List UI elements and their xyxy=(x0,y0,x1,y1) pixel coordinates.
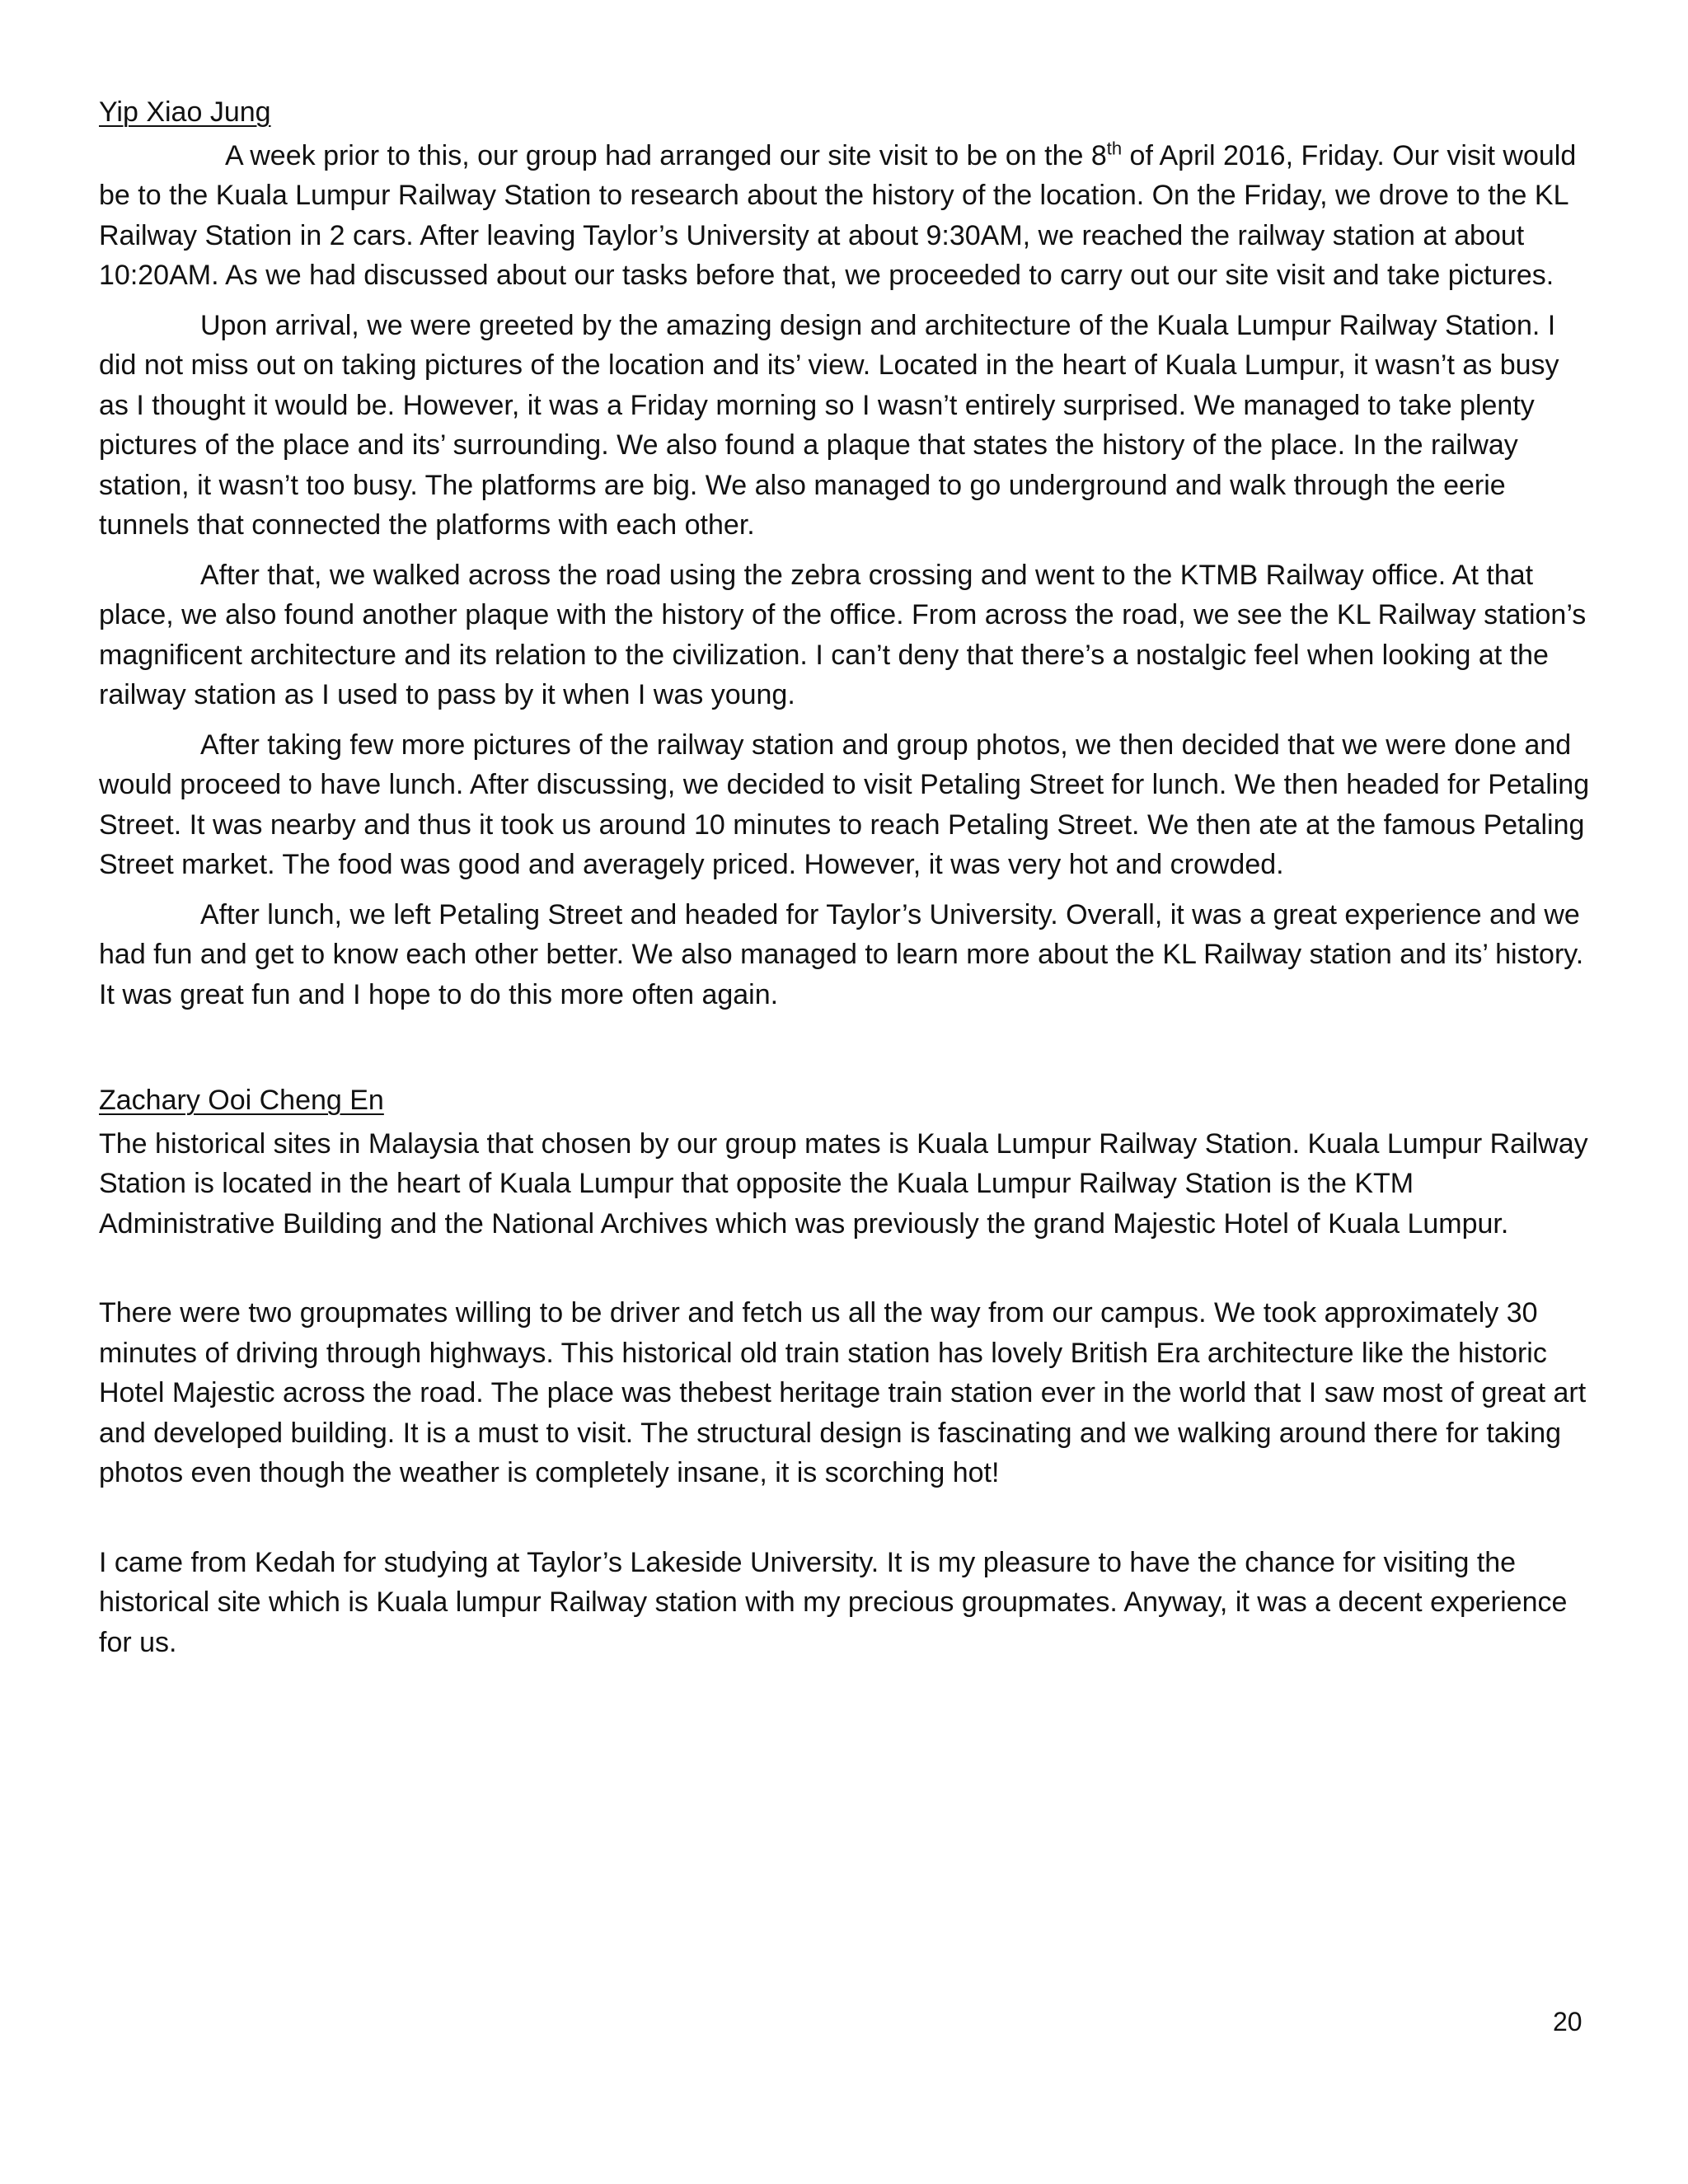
paragraph-ktmb-office: After that, we walked across the road using the zebra crossing and went to the KTMB Railway office. At that place, we also found another plaque with the history of the office. From across the road, we see the KL Railway station’s magnificent architecture and its relation to the civilization. I can’t deny that there’s a nostalgic feel when looking at the railway station as I used to pass by it when I was young. xyxy=(99,559,1587,710)
paragraph-lunch: After taking few more pictures of the railway station and group photos, we then decided that we were done and would proceed to have lunch. After discussing, we decided to visit Petaling Street for lunch. We then headed for Petaling Street. It was nearby and thus it took us around 10 minutes to reach Petaling Street. We then ate at the famous Petaling Street market. The food was good and averagely priced. However, it was very hot and crowded. xyxy=(99,729,1590,880)
author-heading-yip: Yip Xiao Jung xyxy=(99,96,271,128)
paragraph-spacer xyxy=(99,1254,1592,1293)
paragraph-personal-note: I came from Kedah for studying at Taylor’s Lakeside University. It is my pleasure to have the chance for visiting the historical site which is Kuala lumpur Railway station with my precious groupmates. Anyway, it was a decent experience for us. xyxy=(99,1546,1568,1658)
ordinal-suffix: th xyxy=(1106,138,1123,159)
paragraph-site-choice: The historical sites in Malaysia that chosen by our group mates is Kuala Lumpur Railway Station. Kuala Lumpur Railway Station is located in the heart of Kuala Lumpur that opposite the Kuala Lumpur Railway Station is the KTM Administrative Building and the National Archives which was previously the grand Majestic Hotel of Kuala Lumpur. xyxy=(99,1127,1588,1240)
author-heading-zachary: Zachary Ooi Cheng En xyxy=(99,1085,384,1116)
paragraph-visit-arrangement: A week prior to this, our group had arranged our site visit to be on the 8th of April 2016, Friday. Our visit would be to the Kuala Lumpur Railway Station to research about the history of the location. On the Friday, we drove to the KL Railway Station in 2 cars. After leaving Taylor’s University at about 9:30AM, we reached the railway station at about 10:20AM. As we had discussed about our tasks before that, we proceeded to carry out our site visit and take pictures. xyxy=(99,138,1577,291)
page-content xyxy=(99,92,1592,1672)
paragraph-conclusion: After lunch, we left Petaling Street and headed for Taylor’s University. Overall, it was a great experience and we had fun and get to know each other better. We also managed to learn more about the KL Railway station and its’ history. It was great fun and I hope to do this more often again. xyxy=(99,898,1584,1010)
paragraph-arrival: Upon arrival, we were greeted by the amazing design and architecture of the Kuala Lumpur Railway Station. I did not miss out on taking pictures of the location and its’ view. Located in the heart of Kuala Lumpur, it wasn’t as busy as I thought it would be. However, it was a Friday morning so I wasn’t entirely surprised. We managed to take plenty pictures of the place and its’ surrounding. We also found a plaque that states the history of the place. In the railway station, it wasn’t too busy. The platforms are big. We also managed to go underground and walk through the eerie tunnels that connected the platforms with each other. xyxy=(99,309,1559,541)
paragraph-travel: There were two groupmates willing to be driver and fetch us all the way from our campus. We took approximately 30 minutes of driving through highways. This historical old train station has lovely British Era architecture like the historic Hotel Majestic across the road. The place was thebest heritage train station ever in the world that I saw most of great art and developed building. It is a must to visit. The structural design is fascinating and we walking around there for taking photos even though the weather is completely insane, it is scorching hot! xyxy=(99,1297,1587,1488)
section-spacer xyxy=(99,1024,1592,1080)
paragraph-spacer xyxy=(99,1503,1592,1543)
page-number: 20 xyxy=(1553,2007,1582,2036)
